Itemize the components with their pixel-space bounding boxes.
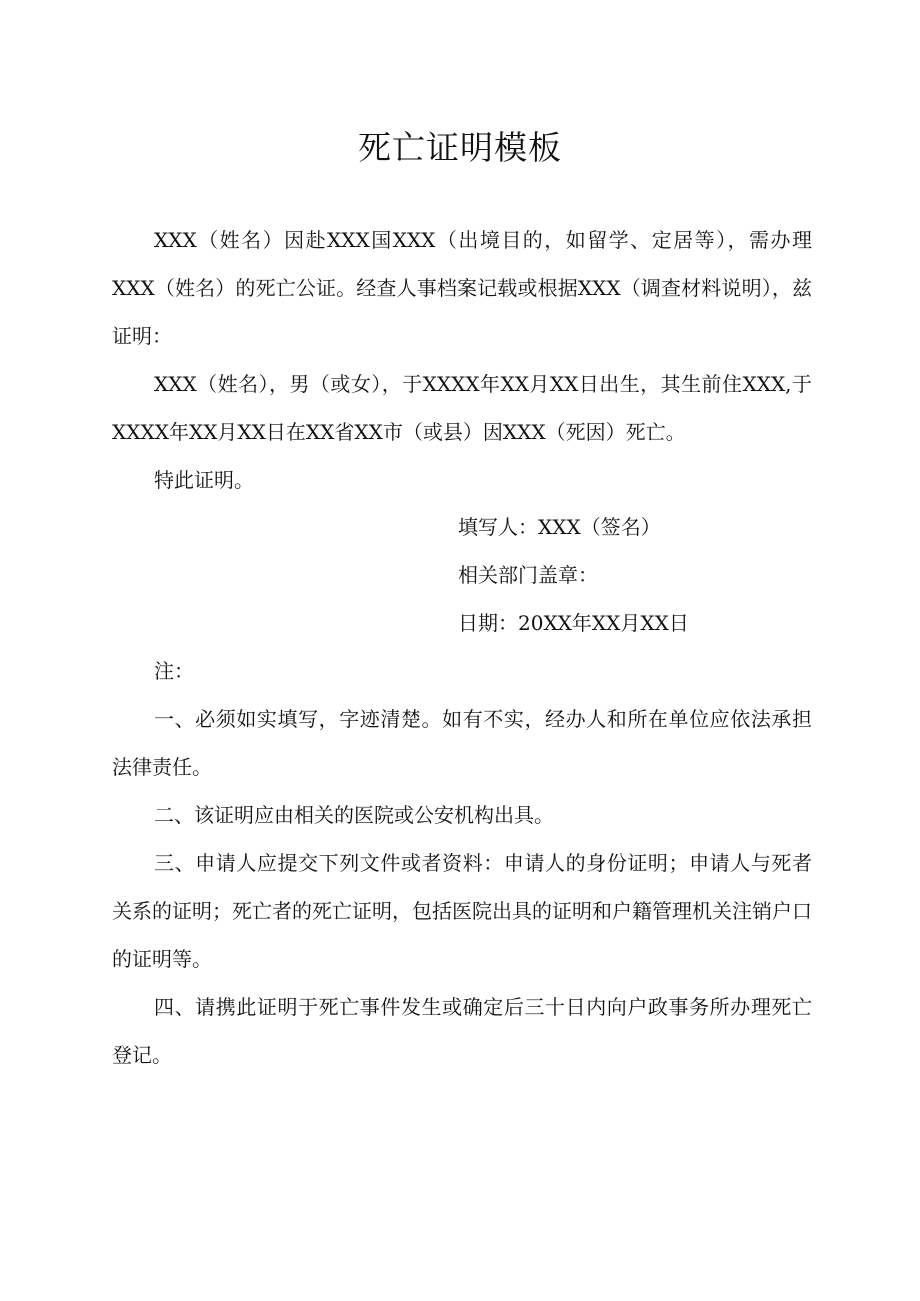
note-item-2: 二、该证明应由相关的医院或公安机构出具。: [154, 803, 554, 827]
notes-section: [112, 647, 812, 1079]
closing-paragraph: 特此证明。: [154, 468, 254, 492]
note-item-3: 三、申请人应提交下列文件或者资料：申请人的身份证明；申请人与死者关系的证明；死亡者的死亡证明，包括医院出具的证明和户籍管理机关注销户口的证明等。: [112, 851, 812, 971]
statement-paragraph: XXX（姓名），男（或女），于XXXX年XX月XX日出生，其生前住XXX,于XXXX年XX月XX日在XX省XX市（或县）因XXX（死因）死亡。: [112, 372, 812, 444]
certificate-body: [112, 216, 812, 504]
document-title: 死亡证明模板: [358, 128, 562, 167]
department-seal-line: 相关部门盖章：: [458, 563, 598, 587]
intro-paragraph: XXX（姓名）因赴XXX国XXX（出境目的，如留学、定居等），需办理XXX（姓名）的死亡公证。经查人事档案记载或根据XXX（调查材料说明），兹证明：: [112, 228, 812, 348]
notes-heading: 注：: [154, 659, 194, 683]
date-line: 日期：20XX年XX月XX日: [458, 611, 689, 635]
note-item-1: 一、必须如实填写，字迹清楚。如有不实，经办人和所在单位应依法承担法律责任。: [112, 707, 812, 779]
filler-signature-line: 填写人：XXX（签名）: [458, 515, 661, 539]
note-item-4: 四、请携此证明于死亡事件发生或确定后三十日内向户政事务所办理死亡登记。: [112, 995, 812, 1067]
